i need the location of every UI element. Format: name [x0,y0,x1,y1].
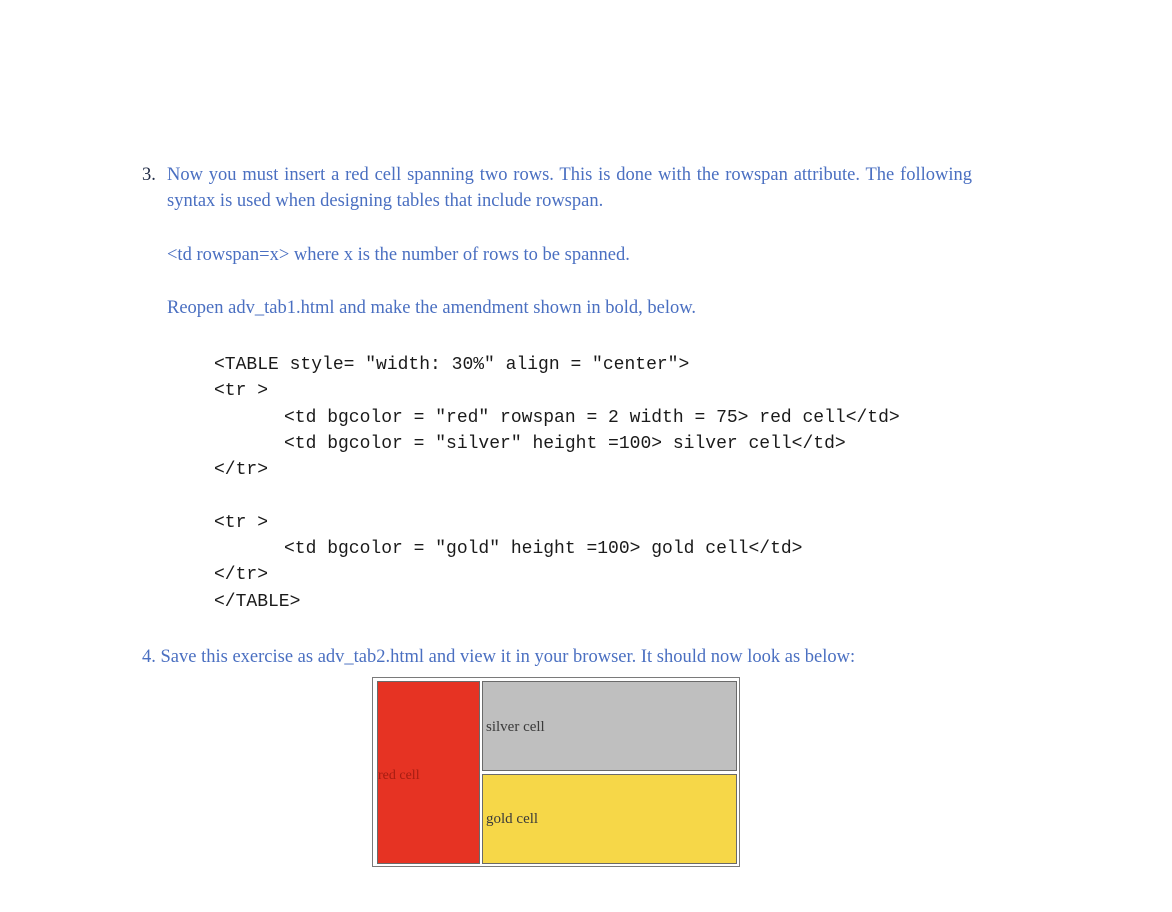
code-line-td-red: <td bgcolor = "red" rowspan = 2 width = 75> red cell</td> [284,407,900,428]
step-3-text: Now you must insert a red cell spanning two rows. This is done with the rowspan attribute. The following syntax is used when designing tables that include rowspan. [167,165,972,211]
code-line-table-close: </TABLE> [214,591,301,612]
reopen-instruction: Reopen adv_tab1.html and make the amendment shown in bold, below. [167,298,697,318]
code-line-tr-open-2: <tr > [214,512,269,533]
demo-silver-cell [482,681,737,771]
step-3-paragraph [142,162,972,214]
code-listing [214,352,900,615]
code-line-tr-close-1: </tr> [214,460,269,481]
code-line-td-silver: <td bgcolor = "silver" height =100> silver cell</td> [284,433,846,454]
demo-table-figure [372,677,740,867]
code-line-td-gold: <td bgcolor = "gold" height =100> gold cell</td> [284,539,803,560]
rowspan-syntax-line: <td rowspan=x> where x is the number of rows to be spanned. [167,245,630,265]
demo-gold-cell [482,774,737,864]
step-3-number: 3. [142,165,156,185]
code-line-tr-open-1: <tr > [214,381,269,402]
code-line-table-open: <TABLE style= "width: 30%" align = "center"> [214,355,690,375]
demo-red-cell-label: red cell [378,768,420,783]
demo-red-cell [377,681,480,864]
demo-silver-cell-label: silver cell [486,719,545,735]
demo-gold-cell-label: gold cell [486,811,539,827]
code-line-tr-close-2: </tr> [214,565,269,586]
step-4-paragraph: 4. Save this exercise as adv_tab2.html and view it in your browser. It should now look as below: [142,647,856,667]
